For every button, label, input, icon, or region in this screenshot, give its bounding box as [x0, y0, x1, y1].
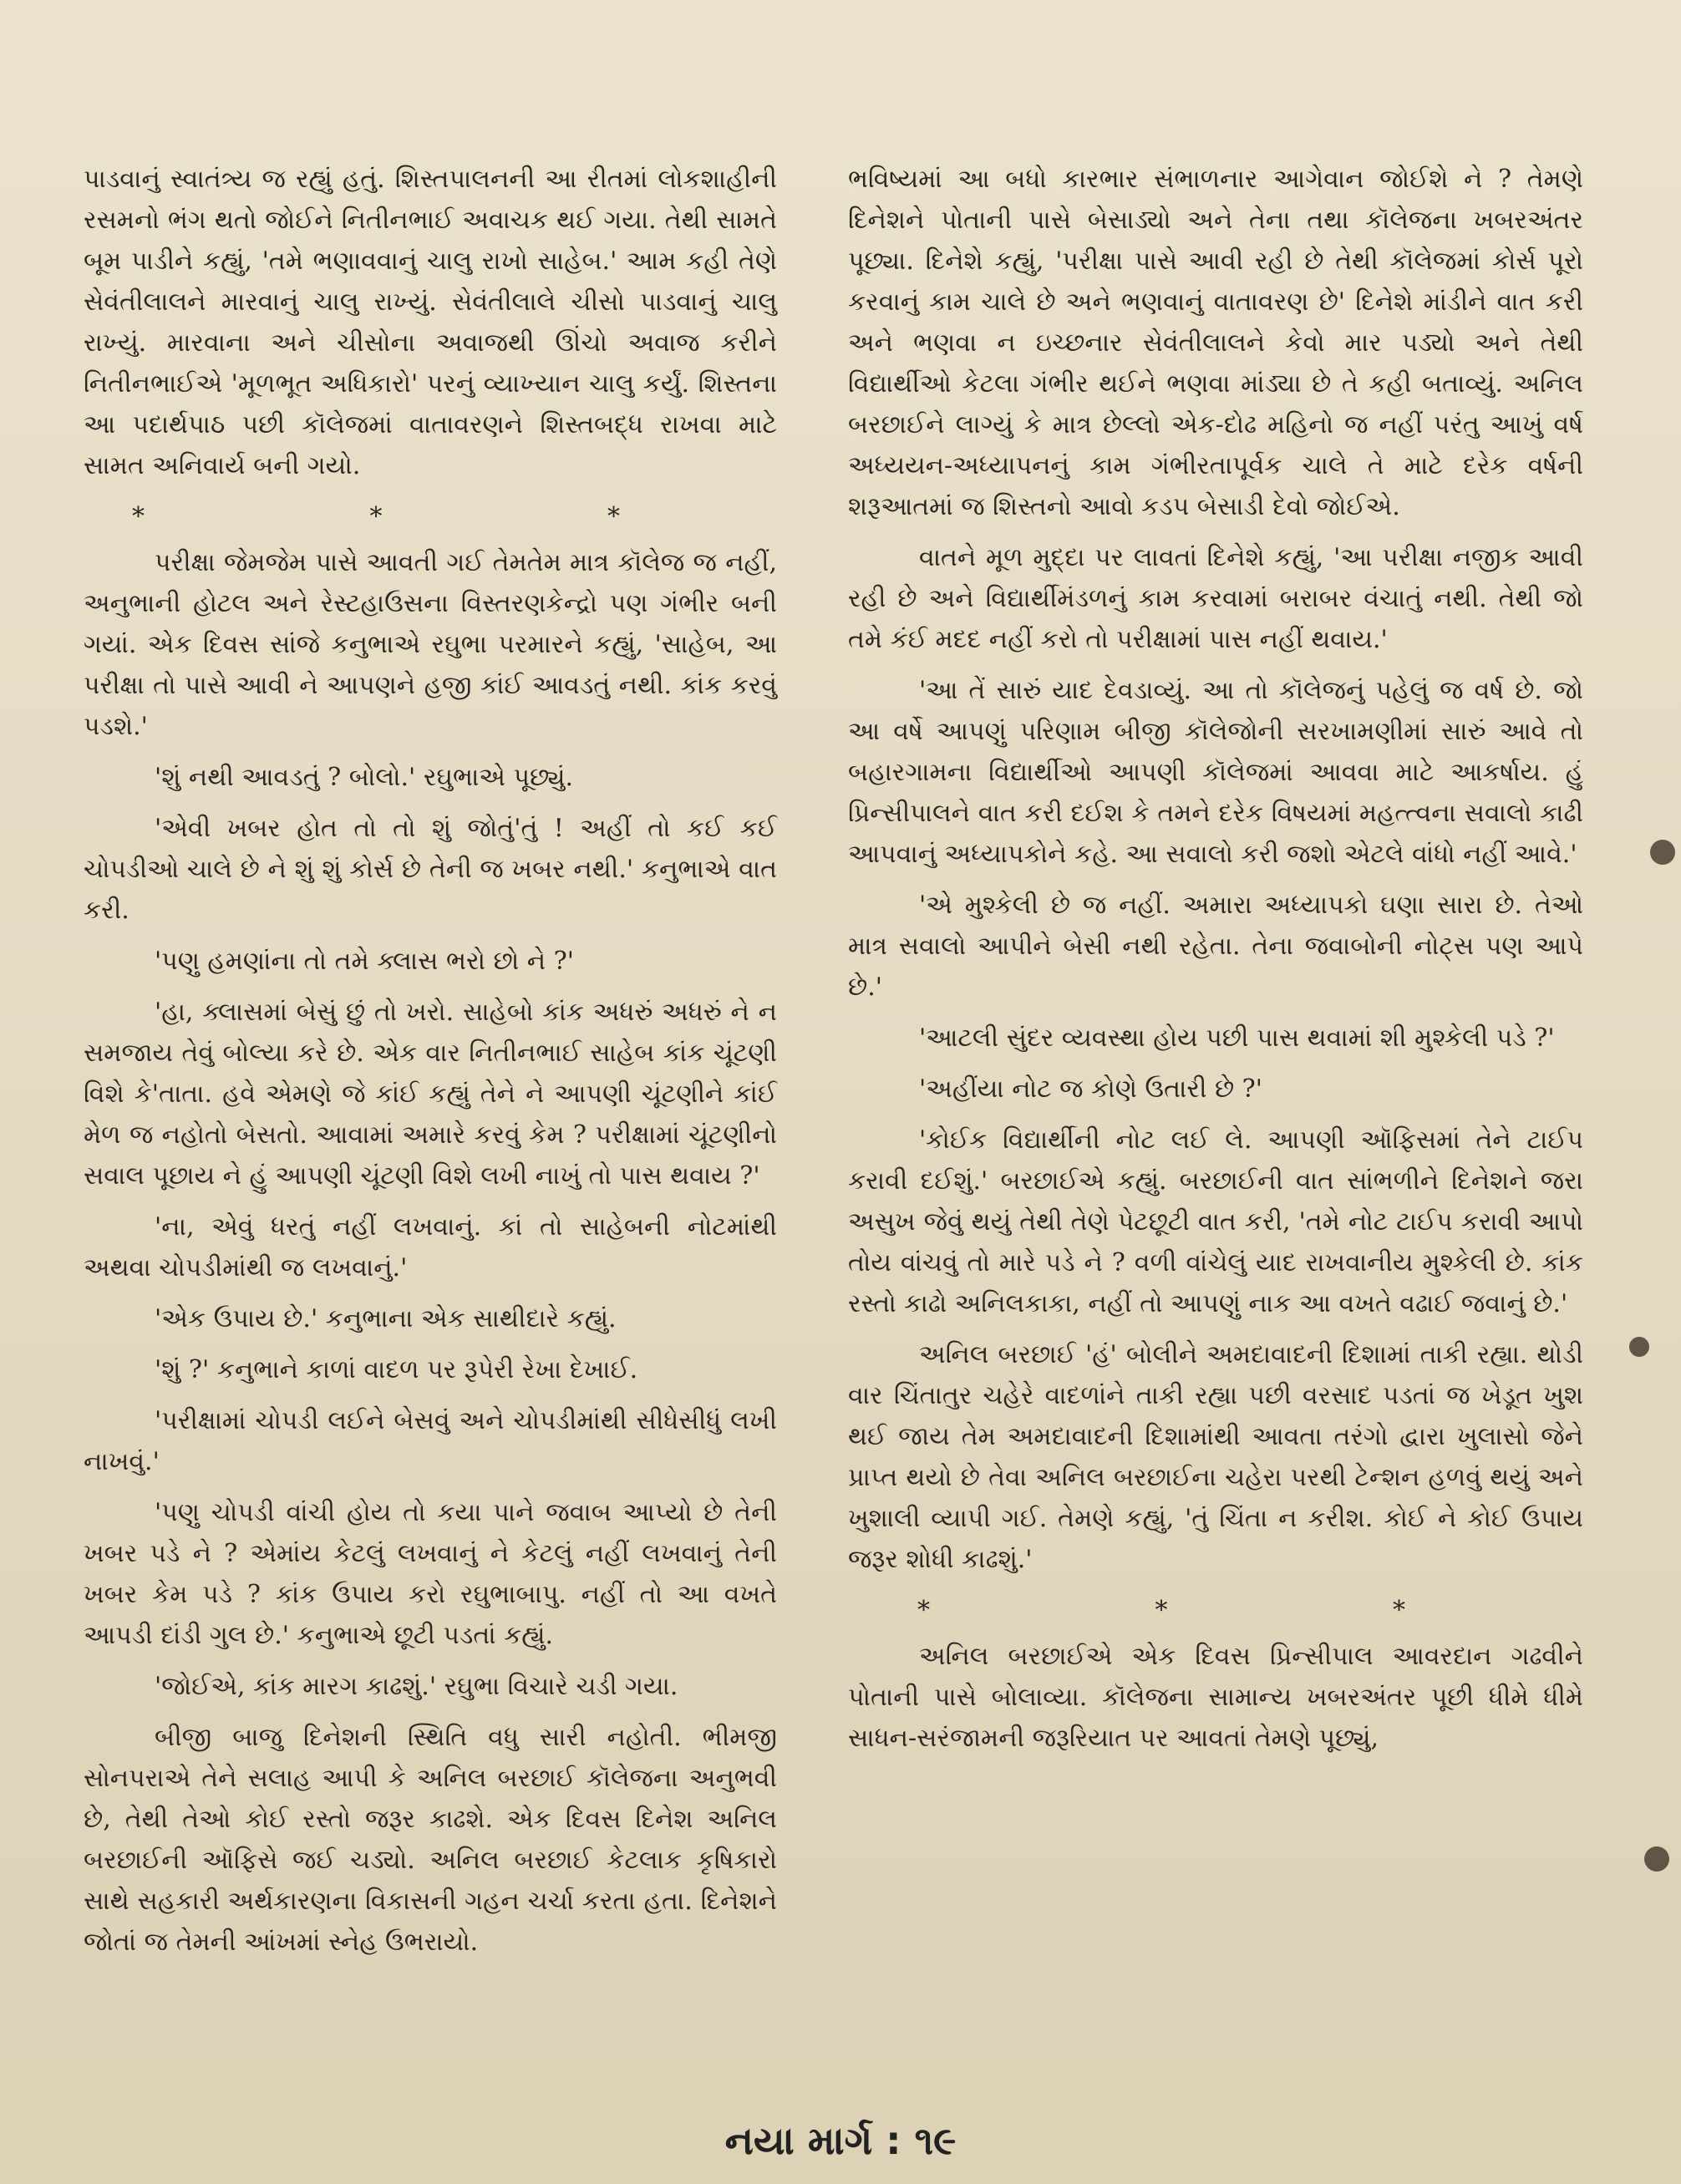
article-paragraph: 'પણુ ચોપડી વાંચી હોય તો કયા પાને જવાબ આપ્યો છે તેની ખબર પડે ને ? એમાંય કેટલું લખવાનું ને કેટલું નહીં લખવાનું તેની ખબર કેમ પડે ? કાંક ઉપાય કરો રઘુભાબાપુ. નહીં તો આ વખતે આપડી દાંડી ગુલ છે.' કનુભાએ છૂટી પડતાં કહ્યું. — [84, 1498, 777, 1650]
article-paragraph: 'શું નથી આવડતું ? બોલો.' રઘુભાએ પૂછ્યું. — [155, 763, 573, 792]
article-paragraph: બીજી બાજુ દિનેશની સ્થિતિ વધુ સારી નહોતી. ભીમજી સોનપરાએ તેને સલાહ આપી કે અનિલ બરછાઈ કૉલેજના અનુભવી છે, તેથી તેઓ કોઈ રસ્તો જરૂર કાઢશે. એક દિવસ દિનેશ અનિલ બરછાઈની ઑફિસે જઈ ચડ્યો. અનિલ બરછાઈ કેટલાક કૃષિકારો સાથે સહકારી અર્થકારણના વિકાસની ગહન ચર્ચા કરતા હતા. દિનેશને જોતાં જ તેમની આંખમાં સ્નેહ ઉભરાયો. — [84, 1723, 777, 1957]
article-paragraph: 'આટલી સુંદર વ્યવસ્થા હોય પછી પાસ થવામાં શી મુશ્કેલી પડે ?' — [919, 1023, 1555, 1053]
article-paragraph: અનિલ બરછાઈએ એક દિવસ પ્રિન્સીપાલ આવરદાન ગઢવીને પોતાની પાસે બોલાવ્યા. કૉલેજના સામાન્ય ખબરઅંતર પૂછી ધીમે ધીમે સાધન-સરંજામની જરૂરિયાત પર આવતાં તેમણે પૂછ્યું, — [848, 1642, 1583, 1753]
article-paragraph: ભવિષ્યમાં આ બધો કારભાર સંભાળનાર આગેવાન જોઈશે ને ? તેમણે દિનેશને પોતાની પાસે બેસાડ્યો અને તેના તથા કૉલેજના ખબરઅંતર પૂછ્યા. દિનેશે કહ્યું, 'પરીક્ષા પાસે આવી રહી છે તેથી કૉલેજમાં કોર્સ પૂરો કરવાનું કામ ચાલે છે અને ભણવાનું વાતાવરણ છે' દિનેશે માંડીને વાત કરી અને ભણવા ન ઇચ્છનાર સેવંતીલાલને કેવો માર પડ્યો અને તેથી વિદ્યાર્થીઓ કેટલા ગંભીર થઈને ભણવા માંડ્યા છે તે કહી બતાવ્યું. અનિલ બરછાઈને લાગ્યું કે માત્ર છેલ્લો એક-દોઢ મહિનો જ નહીં પરંતુ આખું વર્ષ અધ્યયન-અધ્યાપનનું કામ ગંભીરતાપૂર્વક ચાલે તે માટે દરેક વર્ષની શરૂઆતમાં જ શિસ્તનો આવો કડપ બેસાડી દેવો જોઈએ. — [848, 165, 1583, 521]
article-paragraph: 'કોઈક વિદ્યાર્થીની નોટ લઈ લે. આપણી ઑફિસમાં તેને ટાઈપ કરાવી દઈશું.' બરછાઈએ કહ્યું. બરછાઈની વાત સાંભળીને દિનેશને જરા અસુખ જેવું થયું તેથી તેણે પેટછૂટી વાત કરી, 'તમે નોટ ટાઈપ કરાવી આપો તોય વાંચવું તો મારે પડે ને ? વળી વાંચેલું યાદ રાખવાનીય મુશ્કેલી છે. કાંક રસ્તો કાઢો અનિલકાકા, નહીં તો આપણું નાક આ વખતે વઢાઈ જવાનું છે.' — [848, 1125, 1583, 1318]
article-paragraph: 'પણુ હમણાંના તો તમે ક્લાસ ભરો છો ને ?' — [155, 947, 574, 976]
article-paragraph: 'આ તેં સારું યાદ દેવડાવ્યું. આ તો કૉલેજનું પહેલું જ વર્ષ છે. જો આ વર્ષે આપણું પરિણામ બીજી કૉલેજોની સરખામણીમાં સારું આવે તો બહારગામના વિદ્યાર્થીઓ આપણી કૉલેજમાં આવવા માટે આકર્ષાય. હું પ્રિન્સીપાલને વાત કરી દઈશ કે તમને દરેક વિષયમાં મહત્ત્વના સવાલો કાઢી આપવાનું અધ્યાપકોને કહે. આ સવાલો કરી જશો એટલે વાંધો નહીં આવે.' — [848, 676, 1583, 869]
article-paragraph: વાતને મૂળ મુદ્દા પર લાવતાં દિનેશે કહ્યું, 'આ પરીક્ષા નજીક આવી રહી છે અને વિદ્યાર્થીમંડળનું કામ કરવામાં બરાબર વંચાતું નથી. તેથી જો તમે કંઈ મદદ નહીં કરો તો પરીક્ષામાં પાસ નહીં થવાય.' — [848, 543, 1583, 654]
article-paragraph: પાડવાનું સ્વાતંત્ર્ય જ રહ્યું હતું. શિસ્તપાલનની આ રીતમાં લોકશાહીની રસમનો ભંગ થતો જોઈને નિતીનભાઈ અવાચક થઈ ગયા. તેથી સામતે બૂમ પાડીને કહ્યું, 'તમે ભણાવવાનું ચાલુ રાખો સાહેબ.' આમ કહી તેણે સેવંતીલાલને મારવાનું ચાલુ રાખ્યું. સેવંતીલાલે ચીસો પાડવાનું ચાલુ રાખ્યું. મારવાના અને ચીસોના અવાજથી ઊંચો અવાજ કરીને નિતીનભાઈએ 'મૂળભૂત અધિકારો' પરનું વ્યાખ્યાન ચાલુ કર્યું. શિસ્તના આ પદાર્થપાઠ પછી કૉલેજમાં વાતાવરણને શિસ્તબદ્ધ રાખવા માટે સામત અનિવાર્ય બની ગયો. — [84, 165, 777, 480]
article-paragraph: 'જોઈએ, કાંક મારગ કાઢશું.' રઘુભા વિચારે ચડી ગયા. — [155, 1672, 678, 1701]
section-separator: * * * — [917, 1596, 1515, 1625]
section-separator: * * * — [131, 502, 729, 531]
article-paragraph: 'પરીક્ષામાં ચોપડી લઈને બેસવું અને ચોપડીમાંથી સીધેસીધું લખી નાખવું.' — [84, 1406, 777, 1476]
right-column — [848, 159, 1583, 1769]
article-paragraph: 'ના, એવું ધરતું નહીં લખવાનું. કાં તો સાહેબની નોટમાંથી અથવા ચોપડીમાંથી જ લખવાનું.' — [84, 1212, 777, 1282]
page-footer: નયા માર્ગ : ૧૯ — [724, 2118, 957, 2163]
article-paragraph: 'એક ઉપાય છે.' કનુભાના એક સાથીદારે કહ્યું. — [155, 1304, 617, 1333]
punch-hole-mark — [1650, 840, 1675, 865]
article-paragraph: 'શું ?' કનુભાને કાળાં વાદળ પર રૂપેરી રેખા દેખાઈ. — [155, 1355, 638, 1384]
article-paragraph: 'અહીંયા નોટ જ કોણે ઉતારી છે ?' — [919, 1074, 1263, 1104]
left-column — [84, 159, 777, 1973]
article-paragraph: અનિલ બરછાઈ 'હં' બોલીને અમદાવાદની દિશામાં તાકી રહ્યા. થોડી વાર ચિંતાતુર ચહેરે વાદળાંને તાકી રહ્યા પછી વરસાદ પડતાં જ ખેડૂત ખુશ થઈ જાય તેમ અમદાવાદની દિશામાંથી આવતા તરંગો દ્વારા ખુલાસો જેને પ્રાપ્ત થયો છે તેવા અનિલ બરછાઈના ચહેરા પરથી ટેન્શન હળવું થયું અને ખુશાલી વ્યાપી ગઈ. તેમણે કહ્યું, 'તું ચિંતા ન કરીશ. કોઈ ને કોઈ ઉપાય જરૂર શોધી કાઢશું.' — [848, 1340, 1583, 1574]
article-paragraph: 'એ મુશ્કેલી છે જ નહીં. અમારા અધ્યાપકો ઘણા સારા છે. તેઓ માત્ર સવાલો આપીને બેસી નથી રહેતા. તેના જવાબોની નોટ્સ પણ આપે છે.' — [848, 891, 1583, 1002]
punch-hole-mark — [1644, 1846, 1669, 1872]
article-paragraph: 'હા, ક્લાસમાં બેસું છું તો ખરો. સાહેબો કાંક અધરું અધરું ને ન સમજાય તેવું બોલ્યા કરે છે. એક વાર નિતીનભાઈ સાહેબ કાંક ચૂંટણી વિશે કે'તાતા. હવે એમણે જે કાંઈ કહ્યું તેને ને આપણી ચૂંટણીને કાંઈ મેળ જ નહોતો બેસતો. આવામાં અમારે કરવું કેમ ? પરીક્ષામાં ચૂંટણીનો સવાલ પૂછાય ને હું આપણી ચૂંટણી વિશે લખી નાખું તો પાસ થવાય ?' — [84, 998, 777, 1191]
article-paragraph: પરીક્ષા જેમજેમ પાસે આવતી ગઈ તેમતેમ માત્ર કૉલેજ જ નહીં, અનુભાની હોટલ અને રેસ્ટહાઉસના વિસ્તરણકેન્દ્રો પણ ગંભીર બની ગયાં. એક દિવસ સાંજે કનુભાએ રઘુભા પરમારને કહ્યું, 'સાહેબ, આ પરીક્ષા તો પાસે આવી ને આપણને હજી કાંઈ આવડતું નથી. કાંક કરવું પડશે.' — [84, 548, 777, 741]
punch-hole-mark — [1629, 1337, 1649, 1357]
article-paragraph: 'એવી ખબર હોત તો તો શું જોતું'તું ! અહીં તો કઈ કઈ ચોપડીઓ ચાલે છે ને શું શું કોર્સ છે તેની જ ખબર નથી.' કનુભાએ વાત કરી. — [84, 814, 777, 925]
